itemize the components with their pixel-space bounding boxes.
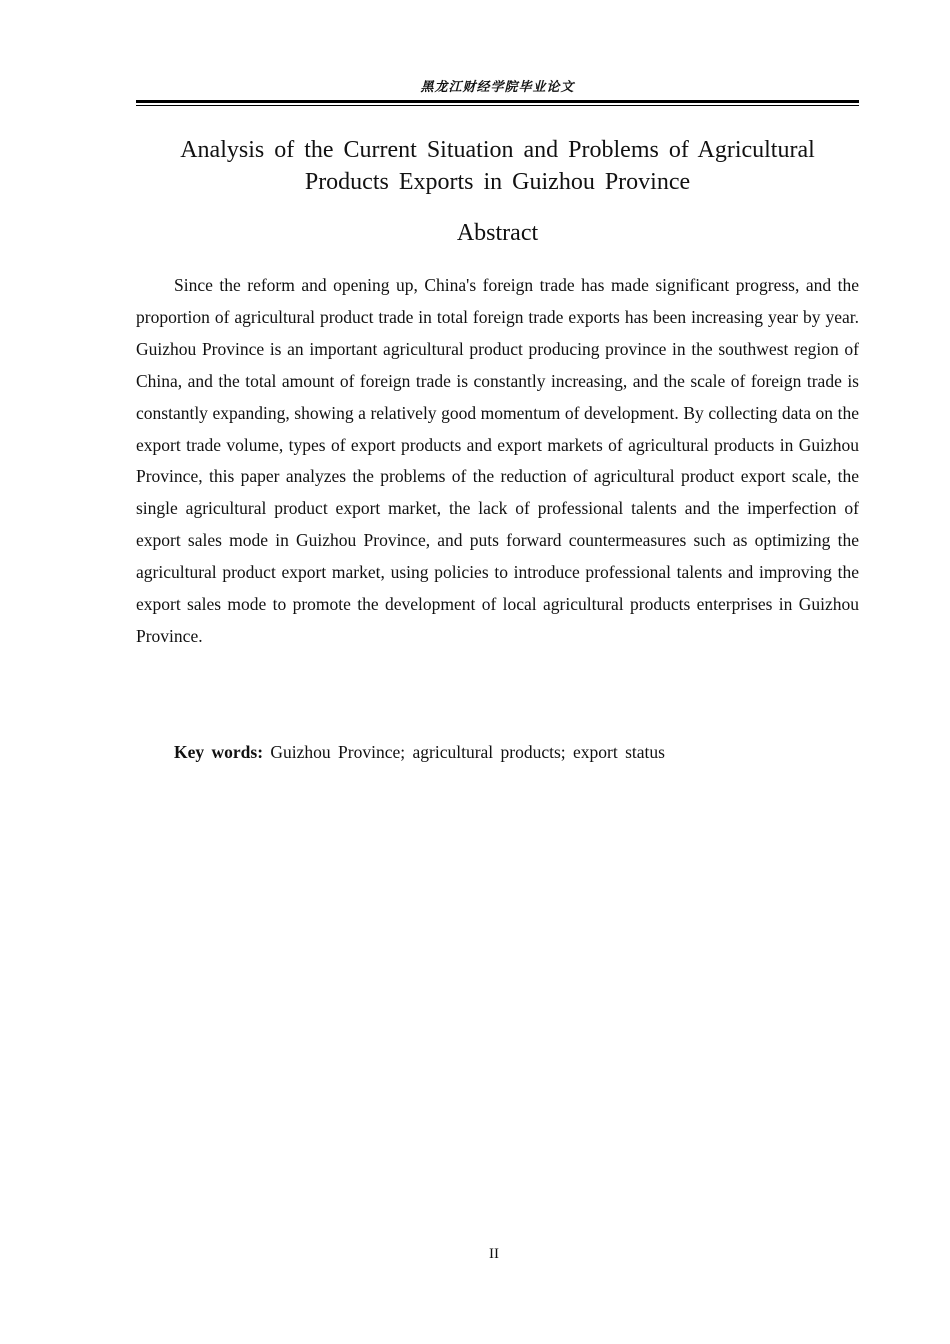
paper-title: Analysis of the Current Situation and Problems of Agricultural Products Exports in Guizhou Province xyxy=(180,137,815,195)
abstract-heading: Abstract xyxy=(456,220,539,246)
keywords-line xyxy=(174,737,859,767)
header-rule-thick xyxy=(136,100,859,103)
keywords-label: Key words: xyxy=(174,742,264,762)
header-rule-thin xyxy=(136,105,859,106)
keywords-text: Guizhou Province; agricultural products; export status xyxy=(270,742,665,762)
abstract-paragraph: Since the reform and opening up, China's foreign trade has made significant progress, and the proportion of agricultural product trade in total foreign trade exports has been increasing year by year. Guizhou Province is an important agricultural product producing province in the southwest region of China, and the total amount of foreign trade is constantly increasing, and the scale of foreign trade is constantly expanding, showing a relatively good momentum of development. By collecting data on the export trade volume, types of export products and export markets of agricultural products in Guizhou Province, this paper analyzes the problems of the reduction of agricultural product export scale, the single agricultural product export market, the lack of professional talents and the imperfection of export sales mode in Guizhou Province, and puts forward countermeasures such as optimizing the agricultural product export market, using policies to introduce professional talents and improving the export sales mode to promote the development of local agricultural products enterprises in Guizhou Province. xyxy=(136,275,859,646)
page-number: II xyxy=(489,1246,499,1262)
running-header: 黑龙江财经学院毕业论文 xyxy=(420,80,575,95)
